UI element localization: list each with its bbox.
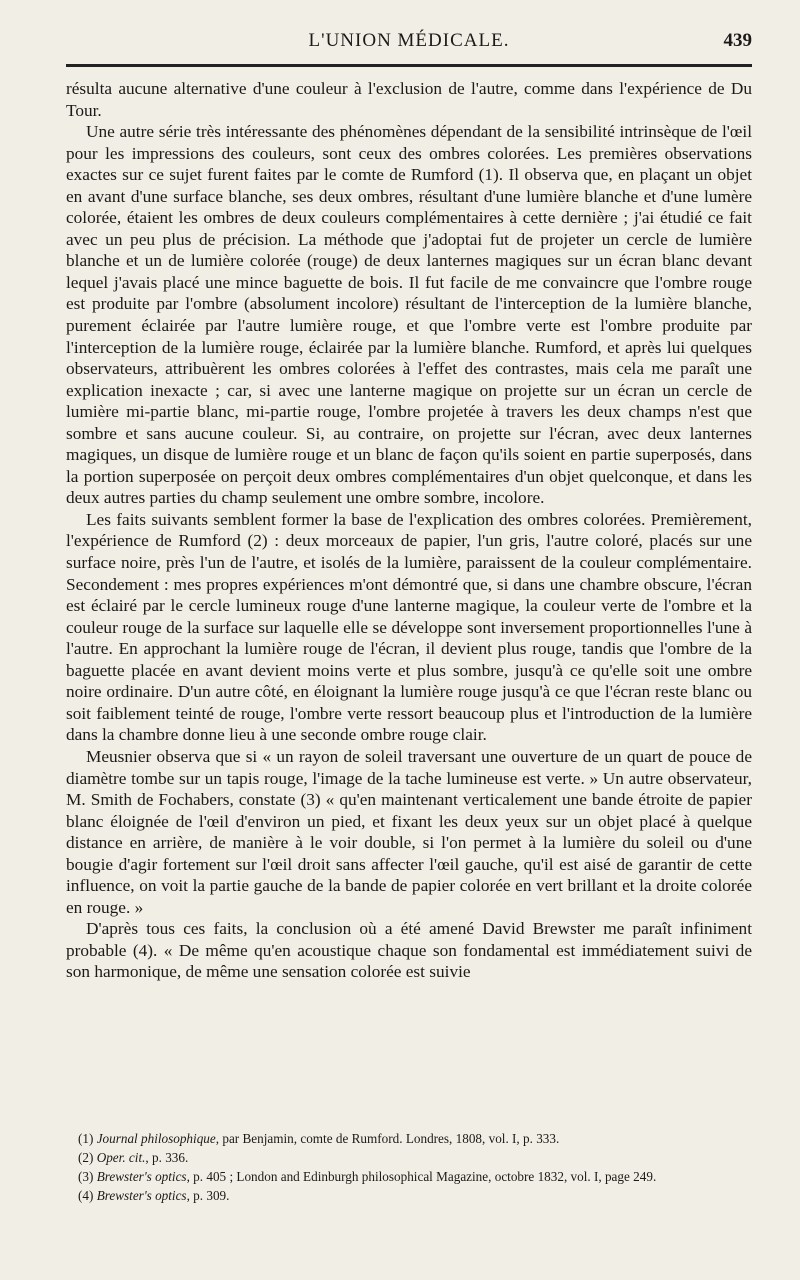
paragraph-meusnier: Meusnier observa que si « un rayon de soleil traversant une ouverture de un quart de pouce de diamètre tombe sur un tapis rouge, l'image de la tache lumineuse est verte. » Un autre observateur, M. Smith de Fochabers, constate (3) « qu'en maintenant verticalement une bande étroite de papier blanc éloignée de l'œil d'environ un pied, et fixant les deux yeux sur un objet placé à quelque distance en arrière, de manière à le voir double, si l'on permet à la lumière du soleil ou d'une bougie d'agir fortement sur l'œil droit sans affecter l'œil gauche, qu'il est aisé de garantir de cette influence, on voit la partie gauche de la bande de papier colorée en vert brillant et la droite colorée en rouge. »	[66, 746, 752, 917]
running-title: L'UNION MÉDICALE.	[308, 30, 510, 51]
paragraph-brewster: D'après tous ces faits, la conclusion où a été amené David Brewster me paraît infiniment probable (4). « De même qu'en acoustique chaque son fondamental est immédiatement suivi de son harmonique, de même une sensation colorée est suivie	[66, 919, 752, 982]
page-number: 439	[723, 30, 752, 51]
footnote: (3) Brewster's optics, p. 405 ; London and Edinburgh philosophical Magazine, octobre 1832, vol. I, page 249.	[78, 1168, 657, 1184]
article-body	[66, 78, 752, 983]
paragraph-continuation: résulta aucune alternative d'une couleur à l'exclusion de l'autre, comme dans l'expérience de Du Tour.	[66, 79, 752, 120]
page	[66, 30, 752, 1203]
header-rule	[66, 64, 752, 67]
paragraph-colored-shadows: Une autre série très intéressante des phénomènes dépendant de la sensibilité intrinsèque de l'œil pour les impressions des couleurs, sont ceux des ombres colorées. Les premières observations exactes sur ce sujet furent faites par le comte de Rumford (1). Il observa que, en plaçant un objet en avant d'une surface blanche, ses deux ombres, résultant d'une lumière blanche et d'une lumère colorée, étaient les ombres de deux couleurs complémentaires à cette dernière ; j'ai étudié ce fait avec un peu plus de précision. La méthode que j'adoptai fut de projeter un cercle de lumière blanche et un de lumière colorée (rouge) de deux lanternes magiques sur un écran blanc devant lequel j'avais placé une mince baguette de bois. Il fut facile de me convaincre que l'ombre rouge est produite par l'ombre (absolument incolore) résultant de l'interception de la lumière blanche, purement éclairée par l'autre lumière rouge, et que l'ombre verte est l'ombre produite par l'interception de la lumière rouge, éclairée par la lumière blanche. Rumford, et après lui quelques observateurs, attribuèrent les ombres colorées à l'effet des contrastes, mais cela me paraît une explication inexacte ; car, si avec une lanterne magique on projette sur un écran un cercle de lumière mi-partie blanc, mi-partie rouge, l'ombre projetée à travers les deux champs n'est que sombre et sans aucune couleur. Si, au contraire, on projette sur l'écran, avec deux lanternes magiques, un disque de lumière rouge et un blanc de façon qu'ils soient en partie superposés, dans la portion superposée on perçoit deux ombres complémentaires d'un objet quelconque, et dans les deux autres parties du champ seulement une ombre sombre, incolore.	[66, 122, 752, 508]
footnote: (1) Journal philosophique, par Benjamin, comte de Rumford. Londres, 1808, vol. I, p. 333.	[78, 1131, 560, 1146]
footnote: (4) Brewster's optics, p. 309.	[78, 1187, 230, 1203]
footnote: (2) Oper. cit., p. 336.	[78, 1149, 189, 1165]
footnotes	[66, 1130, 752, 1205]
paragraph-explanation: Les faits suivants semblent former la base de l'explication des ombres colorées. Premièrement, l'expérience de Rumford (2) : deux morceaux de papier, l'un gris, l'autre coloré, placés sur une surface noire, près l'un de l'autre, et isolés de la lumière, paraissent de la couleur complémentaire. Secondement : mes propres expériences m'ont démontré que, si dans une chambre obscure, l'écran est éclairé par le cercle lumineux rouge d'une lanterne magique, la couleur verte de l'ombre et la couleur rouge de la surface sur laquelle elle se développe sont inversement proportionnelles l'une à l'autre. En approchant la lumière rouge de l'écran, il devient plus rouge, tandis que l'ombre de la baguette placée en avant devient moins verte et plus sombre, jusqu'à ce qu'elle soit une ombre noire ordinaire. D'un autre côté, en éloignant la lumière rouge jusqu'à ce que l'écran reste blanc ou soit faiblement teinté de rouge, l'ombre verte ressort beaucoup plus et l'introduction de la lumière dans la chambre donne lieu à une seconde ombre rouge clair.	[66, 509, 752, 745]
running-head	[66, 30, 752, 64]
